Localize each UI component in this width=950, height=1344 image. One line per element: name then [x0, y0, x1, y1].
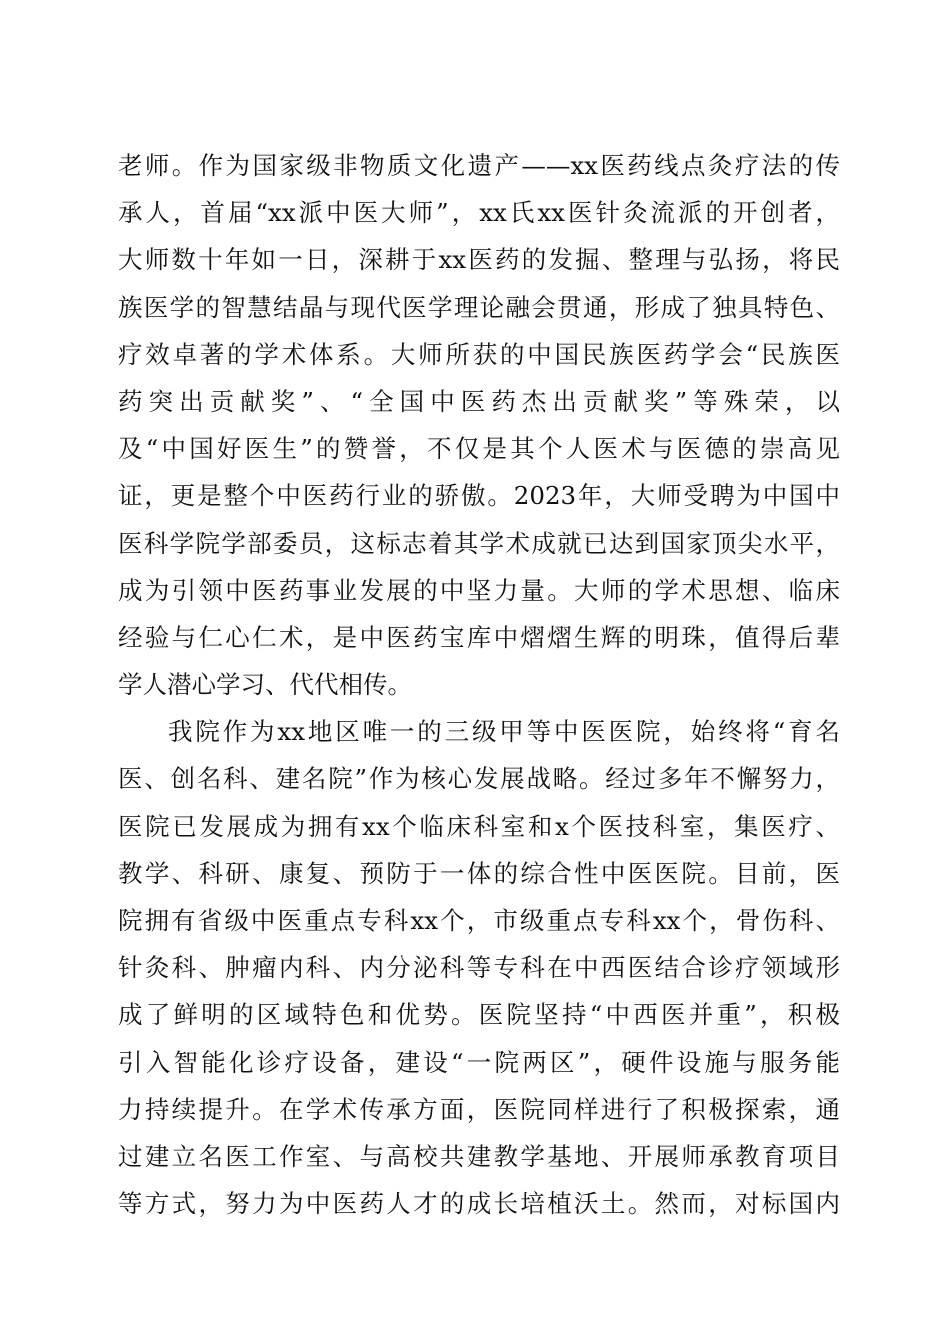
text-line: 医院已发展成为拥有xx个临床科室和x个医技科室，集医疗、: [118, 811, 840, 841]
text-line: 过建立名医工作室、与高校共建教学基地、开展师承教育项目: [118, 1141, 840, 1171]
text-line: 药突出贡献奖”、“全国中医药杰出贡献奖”等殊荣，以: [118, 386, 840, 416]
text-line: 院拥有省级中医重点专科xx个，市级重点专科xx个，骨伤科、: [118, 906, 840, 935]
text-line: 成为引领中医药事业发展的中坚力量。大师的学术思想、临床: [118, 575, 840, 605]
text-line: 及“中国好医生”的赞誉，不仅是其个人医术与医德的崇高见: [118, 434, 840, 464]
text-line: 针灸科、肿瘤内科、内分泌科等专科在中西医结合诊疗领域形: [118, 953, 840, 983]
body-text: [118, 142, 840, 1227]
text-line: 证，更是整个中医药行业的骄傲。2023年，大师受聘为中国中: [118, 481, 840, 511]
text-line: 疗效卓著的学术体系。大师所获的中国民族医药学会“民族医: [118, 339, 840, 369]
text-line: 医、创名科、建名院”作为核心发展战略。经过多年不懈努力，: [118, 764, 840, 794]
text-line: 大师数十年如一日，深耕于xx医药的发掘、整理与弘扬，将民: [118, 245, 840, 275]
text-line: 等方式，努力为中医药人才的成长培植沃土。然而，对标国内: [118, 1189, 840, 1219]
text-line: 医科学院学部委员，这标志着其学术成就已达到国家顶尖水平，: [118, 528, 840, 558]
text-line: 承人，首届“xx派中医大师”，xx氏xx医针灸流派的开创者，: [118, 198, 840, 228]
text-line: 引入智能化诊疗设备，建设“一院两区”，硬件设施与服务能: [118, 1047, 840, 1077]
paragraph-1: [118, 142, 840, 708]
text-line: 老师。作为国家级非物质文化遗产——xx医药线点灸疗法的传: [118, 151, 840, 180]
text-line: 成了鲜明的区域特色和优势。医院坚持“中西医并重”，积极: [118, 1000, 840, 1030]
text-line: 教学、科研、康复、预防于一体的综合性中医医院。目前，医: [118, 858, 840, 888]
text-line: 学人潜心学习、代代相传。: [118, 670, 412, 700]
text-line: 族医学的智慧结晶与现代医学理论融会贯通，形成了独具特色、: [118, 292, 840, 322]
paragraph-2: [118, 708, 840, 1227]
text-line: 力持续提升。在学术传承方面，医院同样进行了积极探索，通: [118, 1094, 840, 1124]
text-line: 我院作为xx地区唯一的三级甲等中医医院，始终将“育名: [168, 717, 840, 747]
text-line: 经验与仁心仁术，是中医药宝库中熠熠生辉的明珠，值得后辈: [118, 622, 840, 652]
